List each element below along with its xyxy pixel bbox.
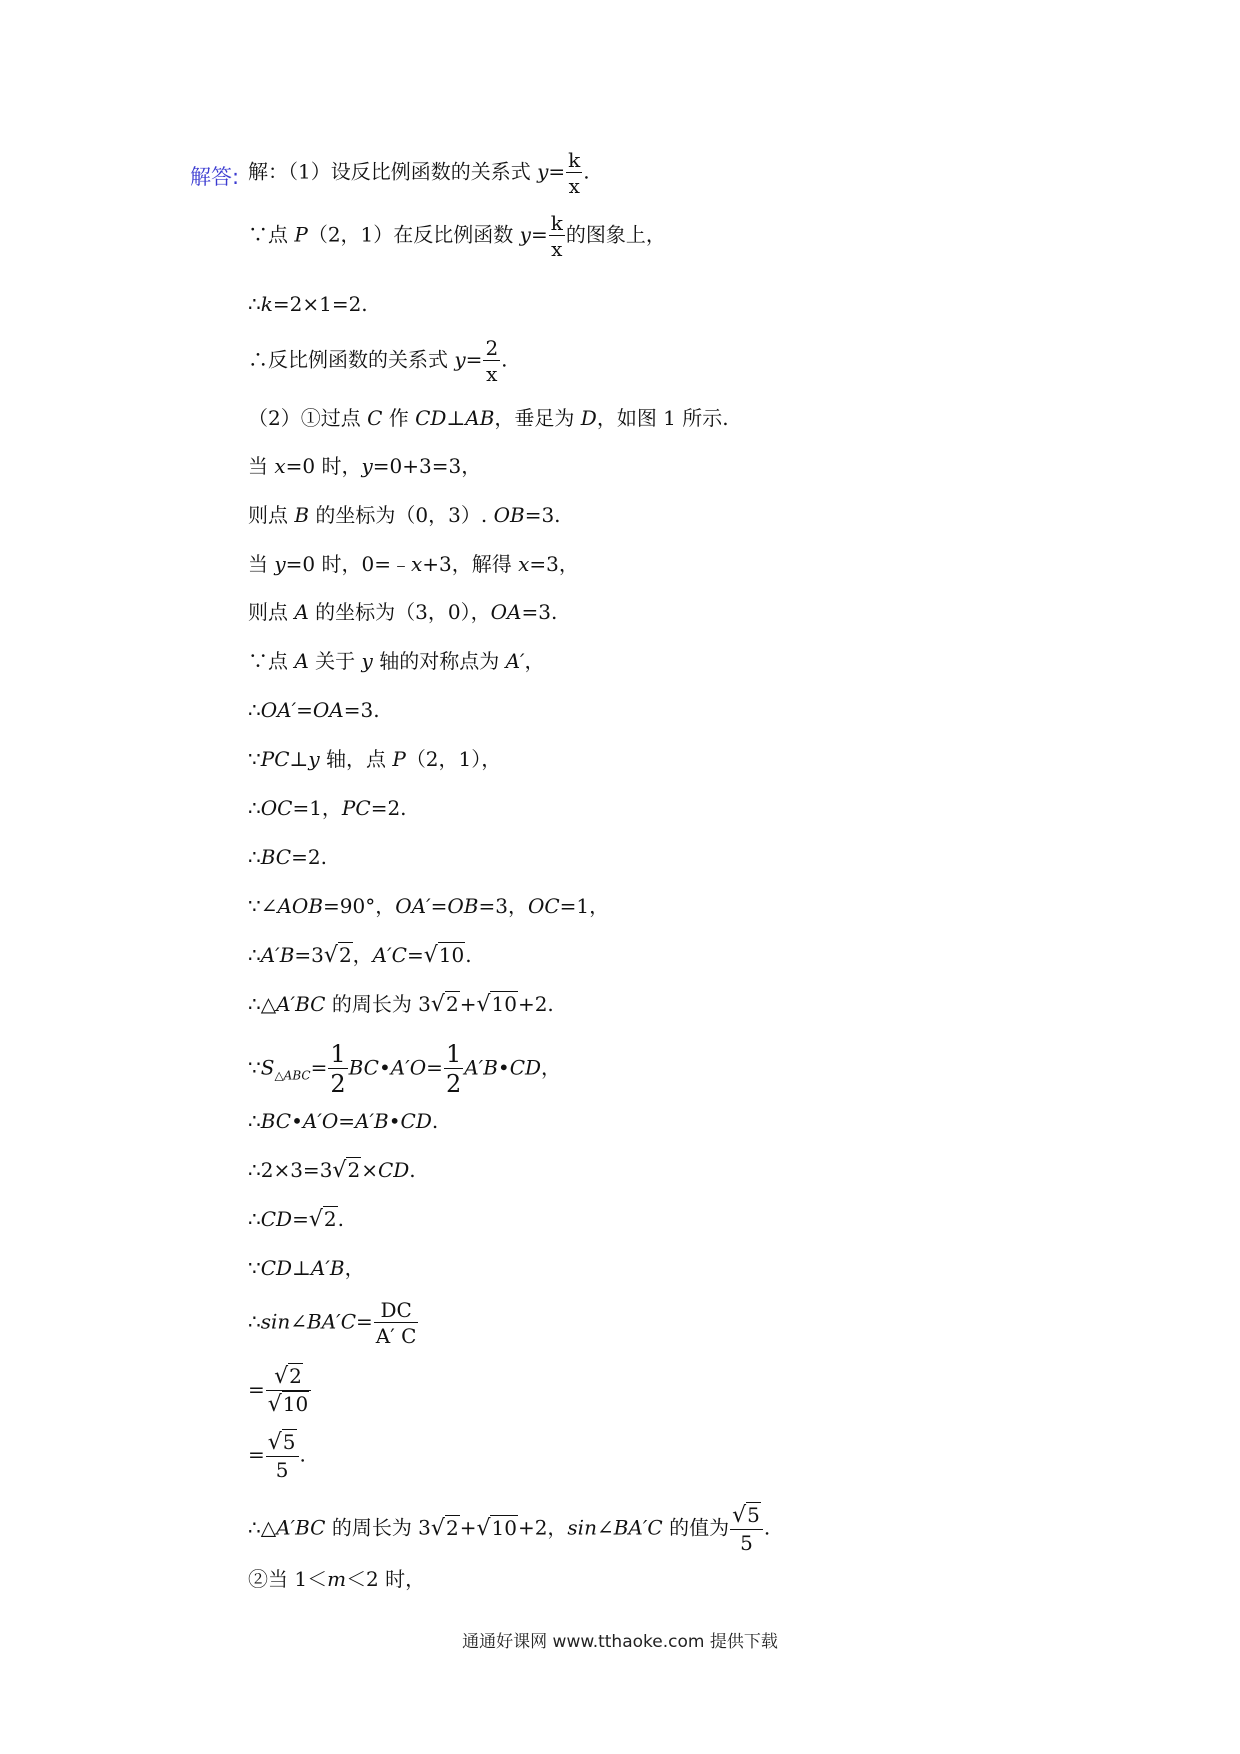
solution-line-21: ∴CD=√2. (248, 1207, 344, 1232)
solution-line-24: = $\frac{√2}{√10}$ (248, 1366, 312, 1416)
answer-label: 解答: (190, 165, 240, 189)
solution-line-6: 当 x=0 时，y=0+3=3， (248, 454, 482, 478)
solution-line-1: 解：（1）设反比例函数的关系式 y= $\frac{k}{x}$ . (248, 148, 590, 198)
solution-line-12: ∵PC⊥y 轴，点 P（2，1）， (248, 747, 502, 771)
solution-line-10: ∵点 A 关于 y 轴的对称点为 A′， (248, 649, 545, 673)
solution-line-20: ∴2×3=3√2×CD. (248, 1158, 416, 1183)
solution-line-11: ∴OA′=OA=3. (248, 698, 380, 722)
solution-line-25: = $\frac{√5}{5}$ . (248, 1430, 306, 1482)
solution-line-2: ∵点 P（2，1）在反比例函数 y= $\frac{k}{x}$ 的图象上， (248, 211, 666, 261)
solution-line-22: ∵CD⊥A′B， (248, 1256, 365, 1280)
footer-source: 通通好课网 www.tthaoke.com 提供下载 (462, 1632, 778, 1652)
solution-line-18: $\because S_{\triangle ABC}=$ $\frac{1}{2}$ BC•A′O= $\frac{1}{2}$ A′B•CD， (248, 1040, 562, 1098)
solution-line-16: ∴A′B=3√2，A′C=√10. (248, 943, 472, 968)
solution-line-7: 则点 B 的坐标为（0，3）. OB=3. (248, 503, 561, 527)
solution-line-23: ∴sin∠BA′C= $\frac{DC}{A' C}$ (248, 1298, 417, 1348)
solution-line-4: ∴反比例函数的关系式 y= $\frac{2}{x}$ . (248, 336, 508, 386)
solution-line-17: ∴△A′BC 的周长为 3√2+√10+2. (248, 992, 554, 1017)
solution-line-5: （2）①过点 C 作 CD⊥AB，垂足为 D，如图 1 所示. (248, 406, 729, 430)
solution-line-8: 当 y=0 时，0=﹣x+3，解得 x=3， (248, 552, 579, 576)
solution-line-14: ∴BC=2. (248, 845, 327, 869)
solution-line-3: ∴k=2×1=2. (248, 292, 368, 316)
solution-line-19: ∴BC•A′O=A′B•CD. (248, 1109, 439, 1133)
solution-line-27: ②当 1＜m＜2 时， (248, 1567, 426, 1591)
solution-line-13: ∴OC=1，PC=2. (248, 796, 407, 820)
solution-line-26: ∴△A′BC 的周长为 3√2+√10+2，sin∠BA′C 的值为 $\frac{√5}{5}$ . (248, 1503, 771, 1555)
solution-line-15: ∵∠AOB=90°，OA′=OB=3，OC=1， (248, 894, 610, 918)
solution-line-9: 则点 A 的坐标为（3，0），OA=3. (248, 600, 558, 624)
